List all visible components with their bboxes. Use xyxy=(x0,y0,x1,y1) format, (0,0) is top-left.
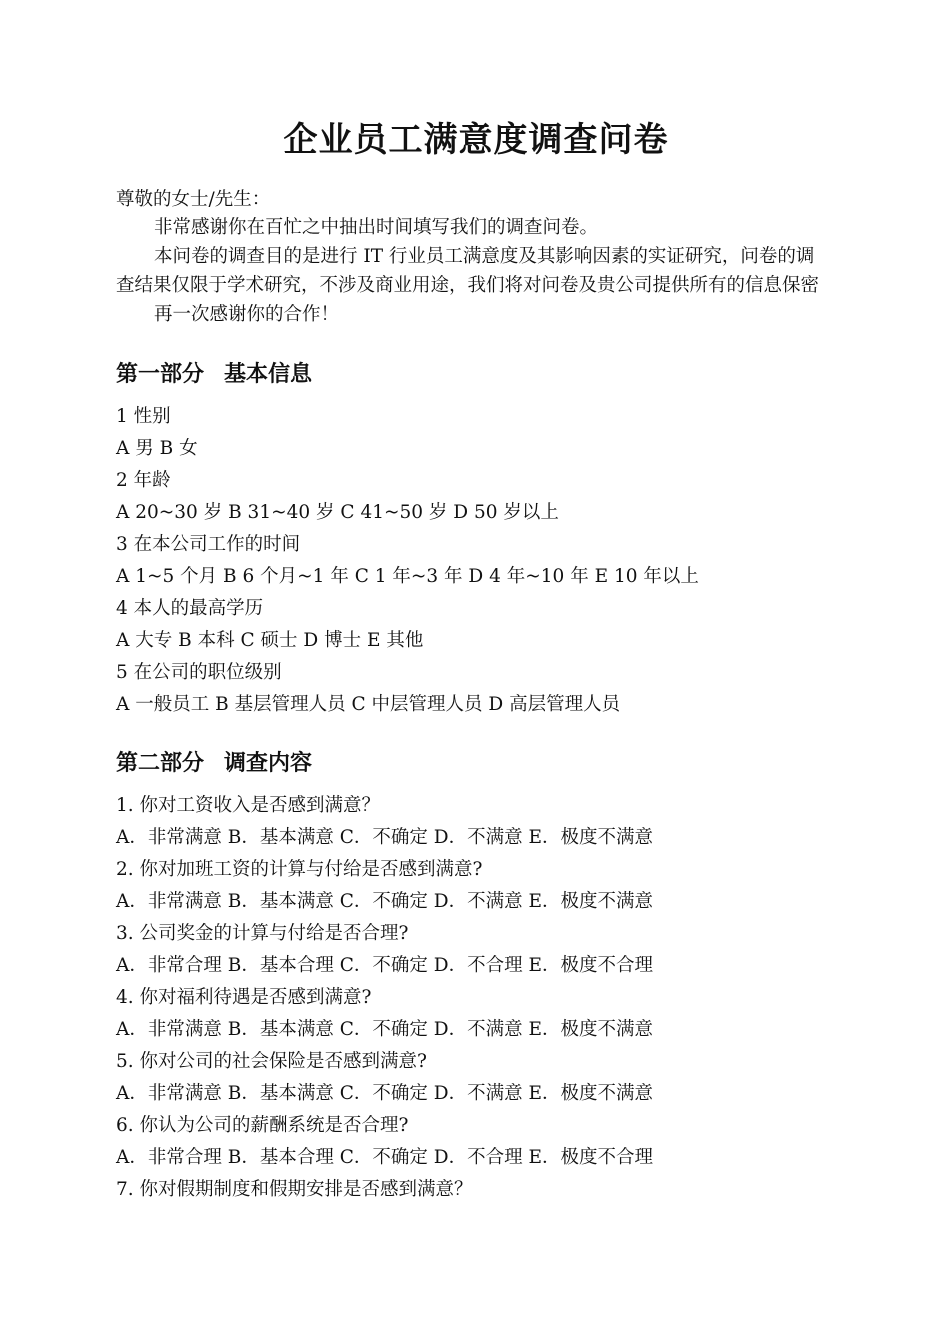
page-title: 企业员工满意度调查问卷 xyxy=(283,120,669,160)
answer-options: A 20~30 岁 B 31~40 岁 C 41~50 岁 D 50 岁以上 xyxy=(116,502,559,523)
answer-options: A 一般员工 B 基层管理人员 C 中层管理人员 D 高层管理人员 xyxy=(116,694,621,715)
question: 2 年龄 xyxy=(116,470,171,491)
question: 4 本人的最高学历 xyxy=(116,598,264,619)
intro-paragraph-2-line-2: 查结果仅限于学术研究，不涉及商业用途，我们将对问卷及贵公司提供所有的信息保密 xyxy=(116,275,820,296)
greeting: 尊敬的女士/先生： xyxy=(116,189,271,210)
answer-options: A．非常满意 B．基本满意 C．不确定 D．不满意 E．极度不满意 xyxy=(116,827,653,848)
answer-options: A．非常满意 B．基本满意 C．不确定 D．不满意 E．极度不满意 xyxy=(116,891,653,912)
answer-options: A．非常满意 B．基本满意 C．不确定 D．不满意 E．极度不满意 xyxy=(116,1019,653,1040)
intro-paragraph-3: 再一次感谢你的合作！ xyxy=(154,304,340,325)
question: 5 在公司的职位级别 xyxy=(116,662,282,683)
question: 7. 你对假期制度和假期安排是否感到满意？ xyxy=(116,1179,473,1200)
section-title: 基本信息 xyxy=(224,362,313,387)
intro-paragraph-2-line-1: 本问卷的调查目的是进行 IT 行业员工满意度及其影响因素的实证研究，问卷的调 xyxy=(154,246,815,267)
question: 2. 你对加班工资的计算与付给是否感到满意? xyxy=(116,859,483,880)
question: 6. 你认为公司的薪酬系统是否合理? xyxy=(116,1115,409,1136)
intro-paragraph-1: 非常感谢你在百忙之中抽出时间填写我们的调查问卷。 xyxy=(154,217,599,238)
section-number: 第二部分 xyxy=(116,751,205,776)
section-number: 第一部分 xyxy=(116,362,205,387)
question: 3 在本公司工作的时间 xyxy=(116,534,301,555)
question: 3. 公司奖金的计算与付给是否合理? xyxy=(116,923,409,944)
section-heading-part-1 xyxy=(116,357,312,388)
answer-options: A．非常合理 B．基本合理 C．不确定 D．不合理 E．极度不合理 xyxy=(116,955,653,976)
section-title: 调查内容 xyxy=(224,751,313,776)
question: 1. 你对工资收入是否感到满意？ xyxy=(116,795,381,816)
section-heading-part-2 xyxy=(116,746,312,777)
answer-options: A 1~5 个月 B 6 个月~1 年 C 1 年~3 年 D 4 年~10 年 E 10 年以上 xyxy=(116,566,699,587)
answer-options: A 大专 B 本科 C 硕士 D 博士 E 其他 xyxy=(116,630,424,651)
question: 5. 你对公司的社会保险是否感到满意? xyxy=(116,1051,427,1072)
answer-options: A．非常合理 B．基本合理 C．不确定 D．不合理 E．极度不合理 xyxy=(116,1147,653,1168)
question: 1 性别 xyxy=(116,406,171,427)
question: 4. 你对福利待遇是否感到满意? xyxy=(116,987,372,1008)
answer-options: A 男 B 女 xyxy=(116,438,198,459)
answer-options: A．非常满意 B．基本满意 C．不确定 D．不满意 E．极度不满意 xyxy=(116,1083,653,1104)
